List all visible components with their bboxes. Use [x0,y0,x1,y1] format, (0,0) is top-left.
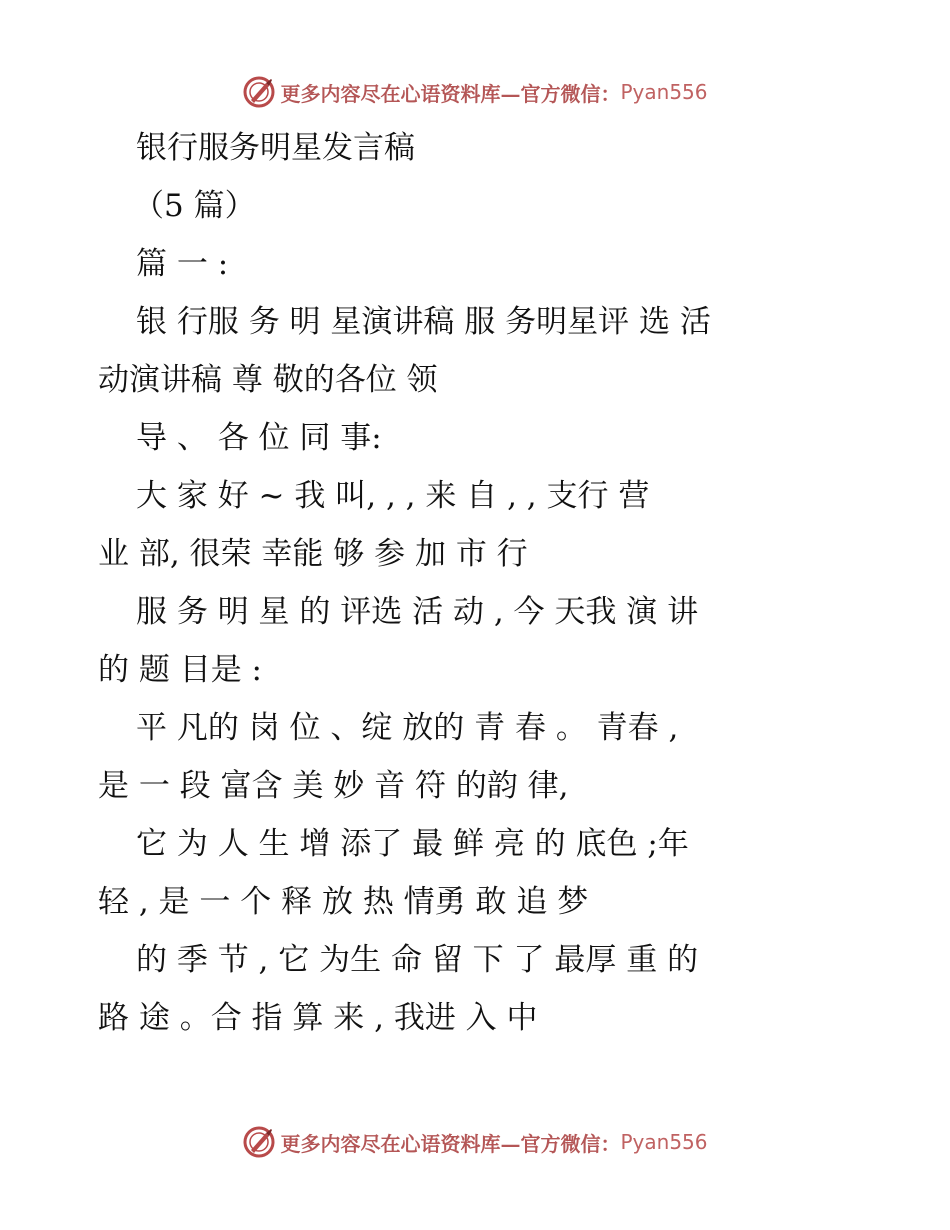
paragraph-line: 是 一 段 富含 美 妙 音 符 的韵 律, [98,768,569,804]
banner-wechat-id: Pyan556 [620,1130,708,1154]
document-title: 银行服务明星发言稿 [136,130,415,166]
banner-text: 更多内容尽在心语资料库—官方微信： [280,81,621,106]
document-count: （5 篇） [133,188,256,224]
paragraph-line: 服 务 明 星 的 评选 活 动 , 今 天我 演 讲 [136,594,699,630]
pen-logo-icon [242,1125,276,1159]
banner-text: 更多内容尽在心语资料库—官方微信： [280,1131,621,1156]
pen-logo-icon [242,75,276,109]
paragraph-line: 动演讲稿 尊 敬的各位 领 [98,362,438,398]
paragraph-line: 篇 一 : [136,246,229,282]
paragraph-line: 轻 , 是 一 个 释 放 热 情勇 敢 追 梦 [98,884,589,920]
header-banner [0,72,950,112]
paragraph-line: 的 题 目是 : [98,652,263,688]
paragraph-line: 大 家 好 ~ 我 叫, , , 来 自 , , 支行 营 [136,478,650,514]
paragraph-line: 业 部, 很荣 幸能 够 参 加 市 行 [98,536,528,572]
paragraph-line: 路 途 。合 指 算 来 , 我进 入 中 [98,1000,538,1036]
paragraph-line: 银 行服 务 明 星演讲稿 服 务明星评 选 活 [136,304,711,340]
paragraph-line: 导 、 各 位 同 事: [136,420,382,456]
paragraph-line: 它 为 人 生 增 添了 最 鲜 亮 的 底色 ;年 [136,826,689,862]
paragraph-line: 平 凡的 岗 位 、绽 放的 青 春 。 青春 , [136,710,679,746]
banner-wechat-id: Pyan556 [620,80,708,104]
paragraph-line: 的 季 节 , 它 为生 命 留 下 了 最厚 重 的 [136,942,699,978]
footer-banner [0,1122,950,1162]
